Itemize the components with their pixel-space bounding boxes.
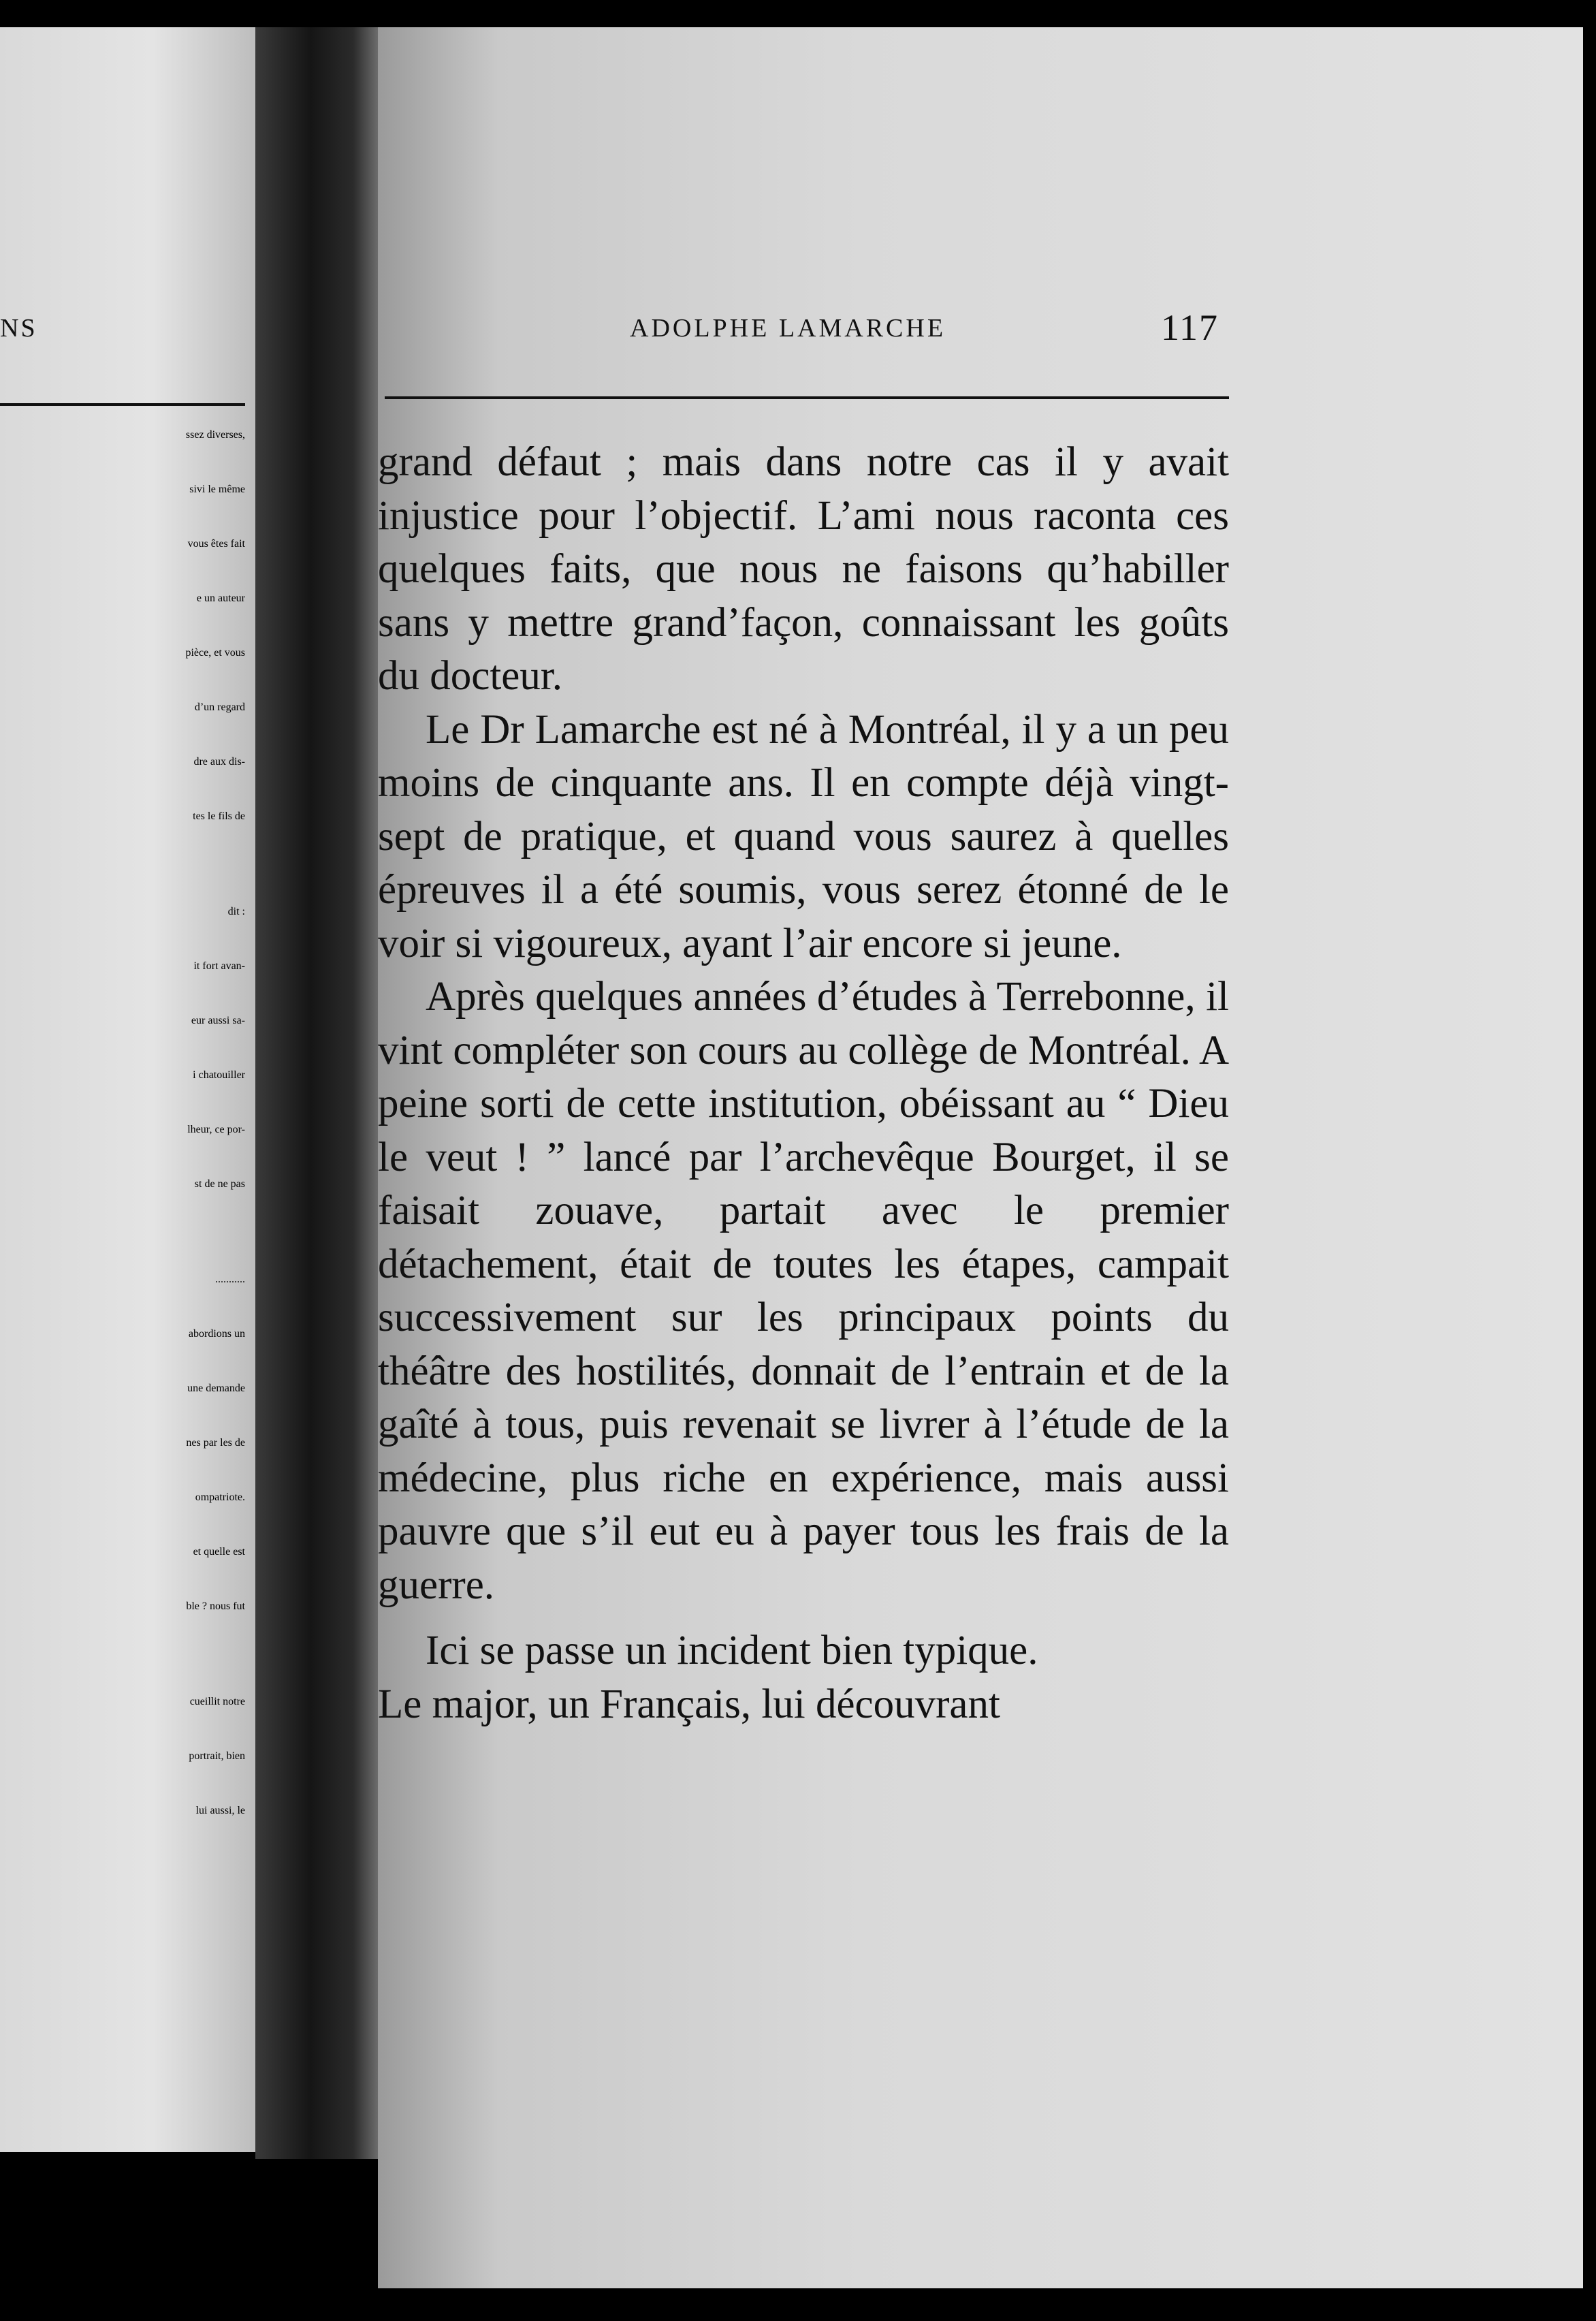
left-line: eur aussi sa- <box>191 1015 245 1026</box>
right-page <box>378 27 1583 2288</box>
left-line: st de ne pas <box>194 1178 245 1190</box>
left-line: cueillit notre <box>189 1696 245 1707</box>
paragraph: Le Dr Lamarche est né à Montréal, il y a un peu moins de cinquante ans. Il en compte déjà vingt-sept de pratique, et quand vous saurez à quelles épreuves il a été soumis, vous serez étonné de le voir si vigoureux, ayant l’air encore si jeune. <box>378 706 1229 966</box>
left-running-head: NS <box>0 314 37 343</box>
left-line-blank <box>0 1655 245 1696</box>
left-line: une demande <box>187 1383 245 1394</box>
left-line: i chatouiller <box>193 1069 245 1081</box>
book-gutter <box>255 27 378 2159</box>
left-line: pièce, et vous <box>185 647 245 659</box>
left-line-blank <box>0 865 245 906</box>
paragraph: grand défaut ; mais dans notre cas il y avait injustice pour l’objectif. L’ami nous raconta ces quelques faits, que nous ne faisons qu’habiller sans y mettre grand’façon, connaissant les goûts du docteur. <box>378 439 1229 699</box>
left-line: et quelle est <box>193 1546 245 1558</box>
paragraph: Après quelques années d’études à Terrebonne, il vint compléter son cours au collège de Montréal. A peine sorti de cette institution, obéissant au “ Dieu le veut ! ” lancé par l’archevêque Bourget, il se faisait zouave, partait avec le premier détachement, était de toutes les étapes, campait successivement sur les principaux points du théâtre des hostilités, donnait de l’entrain et de la gaîté à tous, puis revenait se livrer à l’étude de la médecine, plus riche en expérience, mais aussi pauvre que s’il eut eu à payer tous les frais de la guerre. <box>378 974 1229 1608</box>
paragraph: Le major, un Français, lui découvrant <box>378 1681 1000 1727</box>
left-line: sivi le même <box>189 484 245 495</box>
left-line: ssez diverses, <box>185 429 245 441</box>
left-line: it fort avan- <box>193 960 245 972</box>
left-header-rule <box>0 403 245 406</box>
header-rule <box>385 396 1229 399</box>
left-line: ble ? nous fut <box>186 1600 245 1612</box>
left-line: vous êtes fait <box>187 538 245 550</box>
paragraph: Ici se passe un incident bien typique. <box>426 1628 1038 1673</box>
left-page <box>0 27 255 2152</box>
left-line: abordions un <box>188 1328 245 1340</box>
left-line: e un auteur <box>196 593 245 604</box>
running-head-title: ADOLPHE LAMARCHE <box>630 314 946 343</box>
left-line-blank <box>0 1233 245 1274</box>
left-separator-dots: ........... <box>215 1274 245 1285</box>
left-line: portrait, bien <box>189 1750 245 1762</box>
left-line: lui aussi, le <box>195 1805 245 1816</box>
left-line: ompatriote. <box>195 1491 245 1503</box>
left-page-text <box>0 429 245 1859</box>
page-body <box>378 436 1229 1731</box>
left-line: nes par les de <box>186 1437 245 1449</box>
running-head <box>378 300 1583 368</box>
left-line: tes le fils de <box>193 810 245 822</box>
page-number: 117 <box>1161 307 1219 348</box>
left-line: lheur, ce por- <box>187 1124 245 1135</box>
left-line: dit : <box>227 906 245 917</box>
left-line: d’un regard <box>194 701 245 713</box>
left-line: dre aux dis- <box>193 756 245 768</box>
